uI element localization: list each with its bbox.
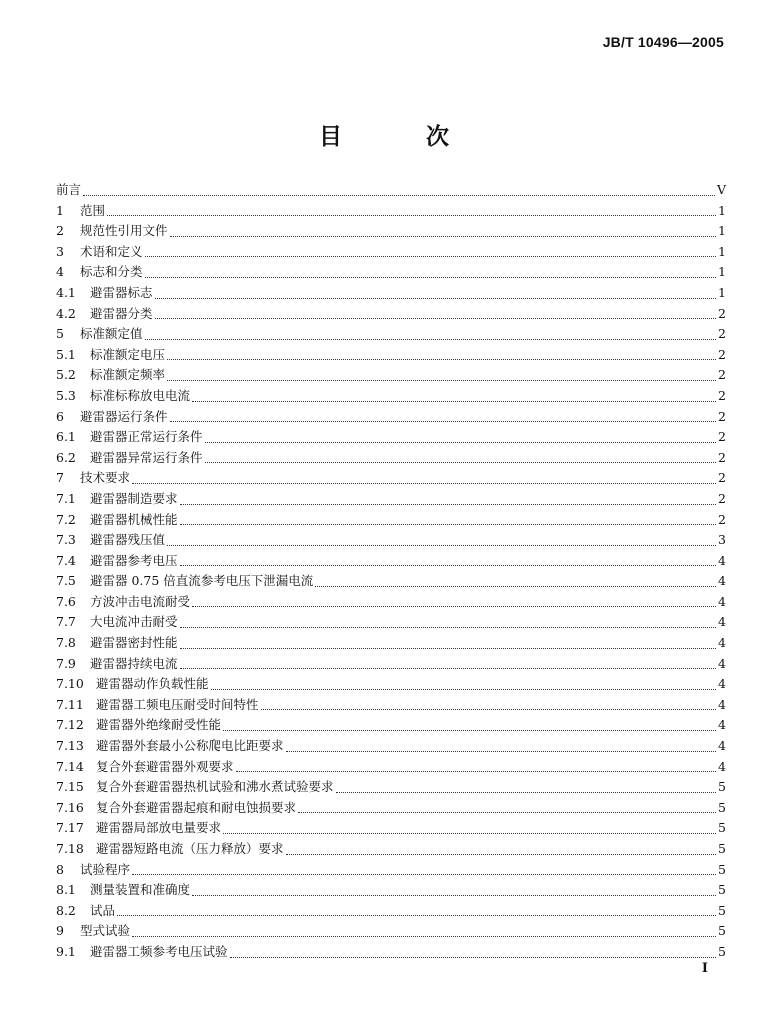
dot-leader — [286, 751, 716, 752]
dot-leader — [155, 298, 716, 299]
toc-entry-page: 5 — [718, 841, 726, 856]
toc-entry-label: 方波冲击电流耐受 — [90, 593, 191, 609]
toc-entry[interactable] — [56, 530, 726, 551]
toc-entry[interactable] — [56, 510, 726, 531]
toc-entry-page: 5 — [718, 923, 726, 939]
toc-entry[interactable] — [56, 921, 726, 942]
toc-entry-number: 8 — [56, 861, 64, 877]
toc-entry-number: 7.9 — [56, 655, 76, 671]
toc-entry-label: 型式试验 — [80, 923, 131, 939]
toc-entry-number: 5 — [56, 326, 64, 342]
toc-entry-label: 复合外套避雷器热机试验和沸水煮试验要求 — [96, 779, 334, 795]
toc-entry-page: 2 — [718, 387, 726, 403]
toc-entry-label: 避雷器运行条件 — [80, 408, 168, 424]
toc-entry[interactable] — [56, 324, 726, 345]
toc-entry[interactable] — [56, 633, 726, 654]
toc-entry[interactable] — [56, 468, 726, 489]
toc-entry-label: 避雷器短路电流（压力释放）要求 — [96, 841, 284, 856]
toc-entry[interactable] — [56, 674, 726, 695]
toc-entry-number: 6.2 — [56, 449, 76, 465]
toc-entry-number: 7.5 — [56, 573, 76, 589]
dot-leader — [170, 421, 716, 422]
dot-leader — [205, 442, 716, 443]
toc-entry-page: 2 — [718, 470, 726, 486]
toc-entry-label: 技术要求 — [80, 470, 131, 486]
toc-entry[interactable] — [56, 839, 726, 860]
toc-entry-number: 7.8 — [56, 635, 76, 651]
toc-entry-label: 避雷器异常运行条件 — [90, 449, 203, 465]
toc-entry[interactable] — [56, 880, 726, 901]
toc-entry-page: 4 — [718, 635, 726, 651]
toc-entry-label: 标准标称放电电流 — [90, 387, 191, 403]
toc-entry-page: 2 — [718, 449, 726, 465]
dot-leader — [192, 401, 716, 402]
toc-entry-page: 4 — [718, 717, 726, 733]
toc-entry-number: 7.4 — [56, 552, 76, 568]
toc-entry-page: 5 — [718, 820, 726, 836]
toc-entry-label: 避雷器残压值 — [90, 532, 166, 548]
toc-entry[interactable] — [56, 592, 726, 613]
toc-entry-page: 1 — [718, 264, 726, 280]
dot-leader — [132, 483, 716, 484]
toc-entry-page: 1 — [718, 223, 726, 239]
dot-leader — [192, 606, 716, 607]
toc-entry-page: 2 — [718, 429, 726, 445]
dot-leader — [167, 545, 716, 546]
dot-leader — [286, 854, 716, 855]
toc-entry-page: 3 — [718, 532, 726, 548]
toc-entry-page: 5 — [718, 779, 726, 795]
toc-entry[interactable] — [56, 304, 726, 325]
toc-entry[interactable] — [56, 942, 726, 963]
dot-leader — [167, 380, 716, 381]
dot-leader — [145, 339, 716, 340]
toc-entry-page: 5 — [718, 943, 726, 959]
dot-leader — [223, 730, 716, 731]
toc-entry-label: 避雷器外套最小公称爬电比距要求 — [96, 738, 284, 754]
toc-entry-page: 4 — [718, 696, 726, 712]
toc-entry-label: 标准额定频率 — [90, 367, 166, 383]
toc-entry[interactable] — [56, 571, 726, 592]
dot-leader — [117, 915, 716, 916]
toc-entry-number: 5.2 — [56, 367, 76, 383]
toc-entry-number: 8.1 — [56, 882, 76, 898]
toc-entry[interactable] — [56, 715, 726, 736]
standard-number: JB/T 10496—2005 — [602, 34, 724, 50]
toc-entry-label: 避雷器正常运行条件 — [90, 429, 203, 445]
toc-entry[interactable] — [56, 283, 726, 304]
toc-entry-page: 4 — [718, 573, 726, 589]
toc-entry-number: 9.1 — [56, 943, 76, 959]
dot-leader — [223, 833, 716, 834]
dot-leader — [180, 627, 716, 628]
toc-entry-number: 8.2 — [56, 902, 76, 918]
toc-entry-label: 试验程序 — [80, 861, 131, 877]
toc-entry-page: 2 — [718, 490, 726, 506]
dot-leader — [211, 689, 716, 690]
toc-entry-page: 1 — [718, 284, 726, 300]
toc-entry-number: 7 — [56, 470, 64, 486]
toc-entry-page: 5 — [718, 882, 726, 898]
toc-entry-number: 7.15 — [56, 779, 84, 795]
toc-entry-label: 避雷器动作负载性能 — [96, 676, 209, 692]
toc-entry[interactable] — [56, 860, 726, 881]
table-of-contents — [56, 180, 726, 963]
toc-entry-number: 4.2 — [56, 305, 76, 321]
toc-entry[interactable] — [56, 345, 726, 366]
toc-entry-label: 范围 — [80, 202, 106, 218]
toc-entry-label: 标准额定电压 — [90, 346, 166, 362]
dot-leader — [167, 359, 716, 360]
toc-entry-number: 7.7 — [56, 614, 76, 630]
toc-entry-page: 2 — [718, 511, 726, 527]
toc-entry[interactable] — [56, 777, 726, 798]
toc-entry-page: 4 — [718, 552, 726, 568]
toc-entry-number: 7.1 — [56, 490, 76, 506]
toc-entry[interactable] — [56, 654, 726, 675]
toc-entry-page: 4 — [718, 738, 726, 754]
toc-entry[interactable] — [56, 612, 726, 633]
toc-entry[interactable] — [56, 262, 726, 283]
dot-leader — [180, 648, 716, 649]
toc-entry-label: 前言 — [56, 182, 82, 197]
toc-entry-number: 7.11 — [56, 696, 84, 712]
toc-entry-page: 4 — [718, 655, 726, 671]
dot-leader — [180, 565, 716, 566]
dot-leader — [145, 277, 716, 278]
toc-entry-number: 5.1 — [56, 346, 76, 362]
toc-entry-label: 试品 — [90, 902, 116, 918]
dot-leader — [83, 195, 715, 196]
toc-entry-number: 9 — [56, 923, 64, 939]
toc-entry-label: 避雷器密封性能 — [90, 635, 178, 651]
toc-entry[interactable] — [56, 695, 726, 716]
dot-leader — [230, 957, 716, 958]
toc-entry-label: 避雷器持续电流 — [90, 655, 178, 671]
toc-entry-number: 7.10 — [56, 676, 84, 692]
toc-entry-page: 4 — [718, 758, 726, 774]
toc-entry-number: 6.1 — [56, 429, 76, 445]
toc-entry-label: 测量装置和准确度 — [90, 882, 191, 898]
toc-entry-label: 避雷器参考电压 — [90, 552, 178, 568]
toc-entry-number: 2 — [56, 223, 64, 239]
toc-entry-page: 2 — [718, 305, 726, 321]
toc-entry-number: 7.12 — [56, 717, 84, 733]
toc-entry[interactable] — [56, 427, 726, 448]
toc-entry[interactable] — [56, 818, 726, 839]
toc-entry-number: 5.3 — [56, 387, 76, 403]
toc-entry-page: 5 — [718, 861, 726, 877]
toc-entry-label: 避雷器制造要求 — [90, 490, 178, 506]
dot-leader — [298, 812, 716, 813]
toc-entry[interactable] — [56, 365, 726, 386]
toc-entry-label: 避雷器局部放电量要求 — [96, 820, 222, 836]
toc-entry-number: 7.13 — [56, 738, 84, 754]
dot-leader — [132, 874, 716, 875]
page-title: 目 次 — [318, 124, 487, 150]
toc-entry-label: 避雷器机械性能 — [90, 511, 178, 527]
toc-entry-page: 1 — [718, 243, 726, 259]
toc-entry[interactable] — [56, 798, 726, 819]
toc-entry-label: 避雷器标志 — [90, 284, 153, 300]
dot-leader — [107, 215, 716, 216]
toc-entry[interactable] — [56, 201, 726, 222]
toc-entry[interactable] — [56, 489, 726, 510]
toc-entry-number: 1 — [56, 202, 64, 218]
toc-entry-label: 复合外套避雷器起痕和耐电蚀损要求 — [96, 799, 297, 815]
toc-entry[interactable] — [56, 757, 726, 778]
toc-entry-page: 2 — [718, 367, 726, 383]
toc-entry-number: 7.3 — [56, 532, 76, 548]
dot-leader — [180, 668, 716, 669]
toc-entry-page: 5 — [718, 799, 726, 815]
dot-leader — [205, 462, 716, 463]
toc-entry-number: 6 — [56, 408, 64, 424]
dot-leader — [170, 236, 716, 237]
toc-entry-page: V — [716, 182, 726, 197]
toc-entry-page: 5 — [718, 902, 726, 918]
toc-entry-number: 7.18 — [56, 841, 84, 856]
toc-entry[interactable] — [56, 221, 726, 242]
toc-entry-number: 7.2 — [56, 511, 76, 527]
toc-entry-label: 避雷器外绝缘耐受性能 — [96, 717, 222, 733]
toc-entry-label: 大电流冲击耐受 — [90, 614, 178, 630]
dot-leader — [155, 318, 716, 319]
dot-leader — [336, 792, 716, 793]
toc-entry-label: 避雷器工频电压耐受时间特性 — [96, 696, 259, 712]
page-folio: I — [701, 961, 708, 976]
toc-entry[interactable] — [56, 407, 726, 428]
toc-entry[interactable] — [56, 242, 726, 263]
toc-entry[interactable] — [56, 386, 726, 407]
toc-entry[interactable] — [56, 901, 726, 922]
toc-entry-number: 7.17 — [56, 820, 84, 836]
toc-entry-number: 7.14 — [56, 758, 84, 774]
toc-entry-label: 避雷器分类 — [90, 305, 153, 321]
toc-entry-label: 避雷器 0.75 倍直流参考电压下泄漏电流 — [90, 573, 314, 589]
dot-leader — [180, 524, 716, 525]
toc-entry-label: 规范性引用文件 — [80, 223, 168, 239]
toc-entry-number: 4 — [56, 264, 64, 280]
dot-leader — [192, 895, 716, 896]
dot-leader — [315, 586, 716, 587]
toc-entry-label: 避雷器工频参考电压试验 — [90, 943, 228, 959]
toc-entry-label: 术语和定义 — [80, 243, 143, 259]
toc-entry-number: 7.6 — [56, 593, 76, 609]
toc-entry[interactable] — [56, 180, 726, 201]
dot-leader — [132, 936, 716, 937]
dot-leader — [236, 771, 716, 772]
toc-entry-page: 2 — [718, 408, 726, 424]
toc-entry-number: 7.16 — [56, 799, 84, 815]
toc-entry-label: 复合外套避雷器外观要求 — [96, 758, 234, 774]
toc-entry-page: 2 — [718, 326, 726, 342]
toc-entry-page: 4 — [718, 676, 726, 692]
toc-entry-page: 1 — [718, 202, 726, 218]
toc-entry-page: 4 — [718, 593, 726, 609]
dot-leader — [145, 256, 716, 257]
toc-entry[interactable] — [56, 448, 726, 469]
toc-entry-page: 4 — [718, 614, 726, 630]
toc-entry[interactable] — [56, 551, 726, 572]
toc-entry-number: 4.1 — [56, 284, 76, 300]
toc-entry-page: 2 — [718, 346, 726, 362]
toc-entry-label: 标志和分类 — [80, 264, 143, 280]
toc-entry-number: 3 — [56, 243, 64, 259]
toc-entry[interactable] — [56, 736, 726, 757]
toc-entry-label: 标准额定值 — [80, 326, 143, 342]
dot-leader — [180, 504, 716, 505]
dot-leader — [261, 709, 716, 710]
